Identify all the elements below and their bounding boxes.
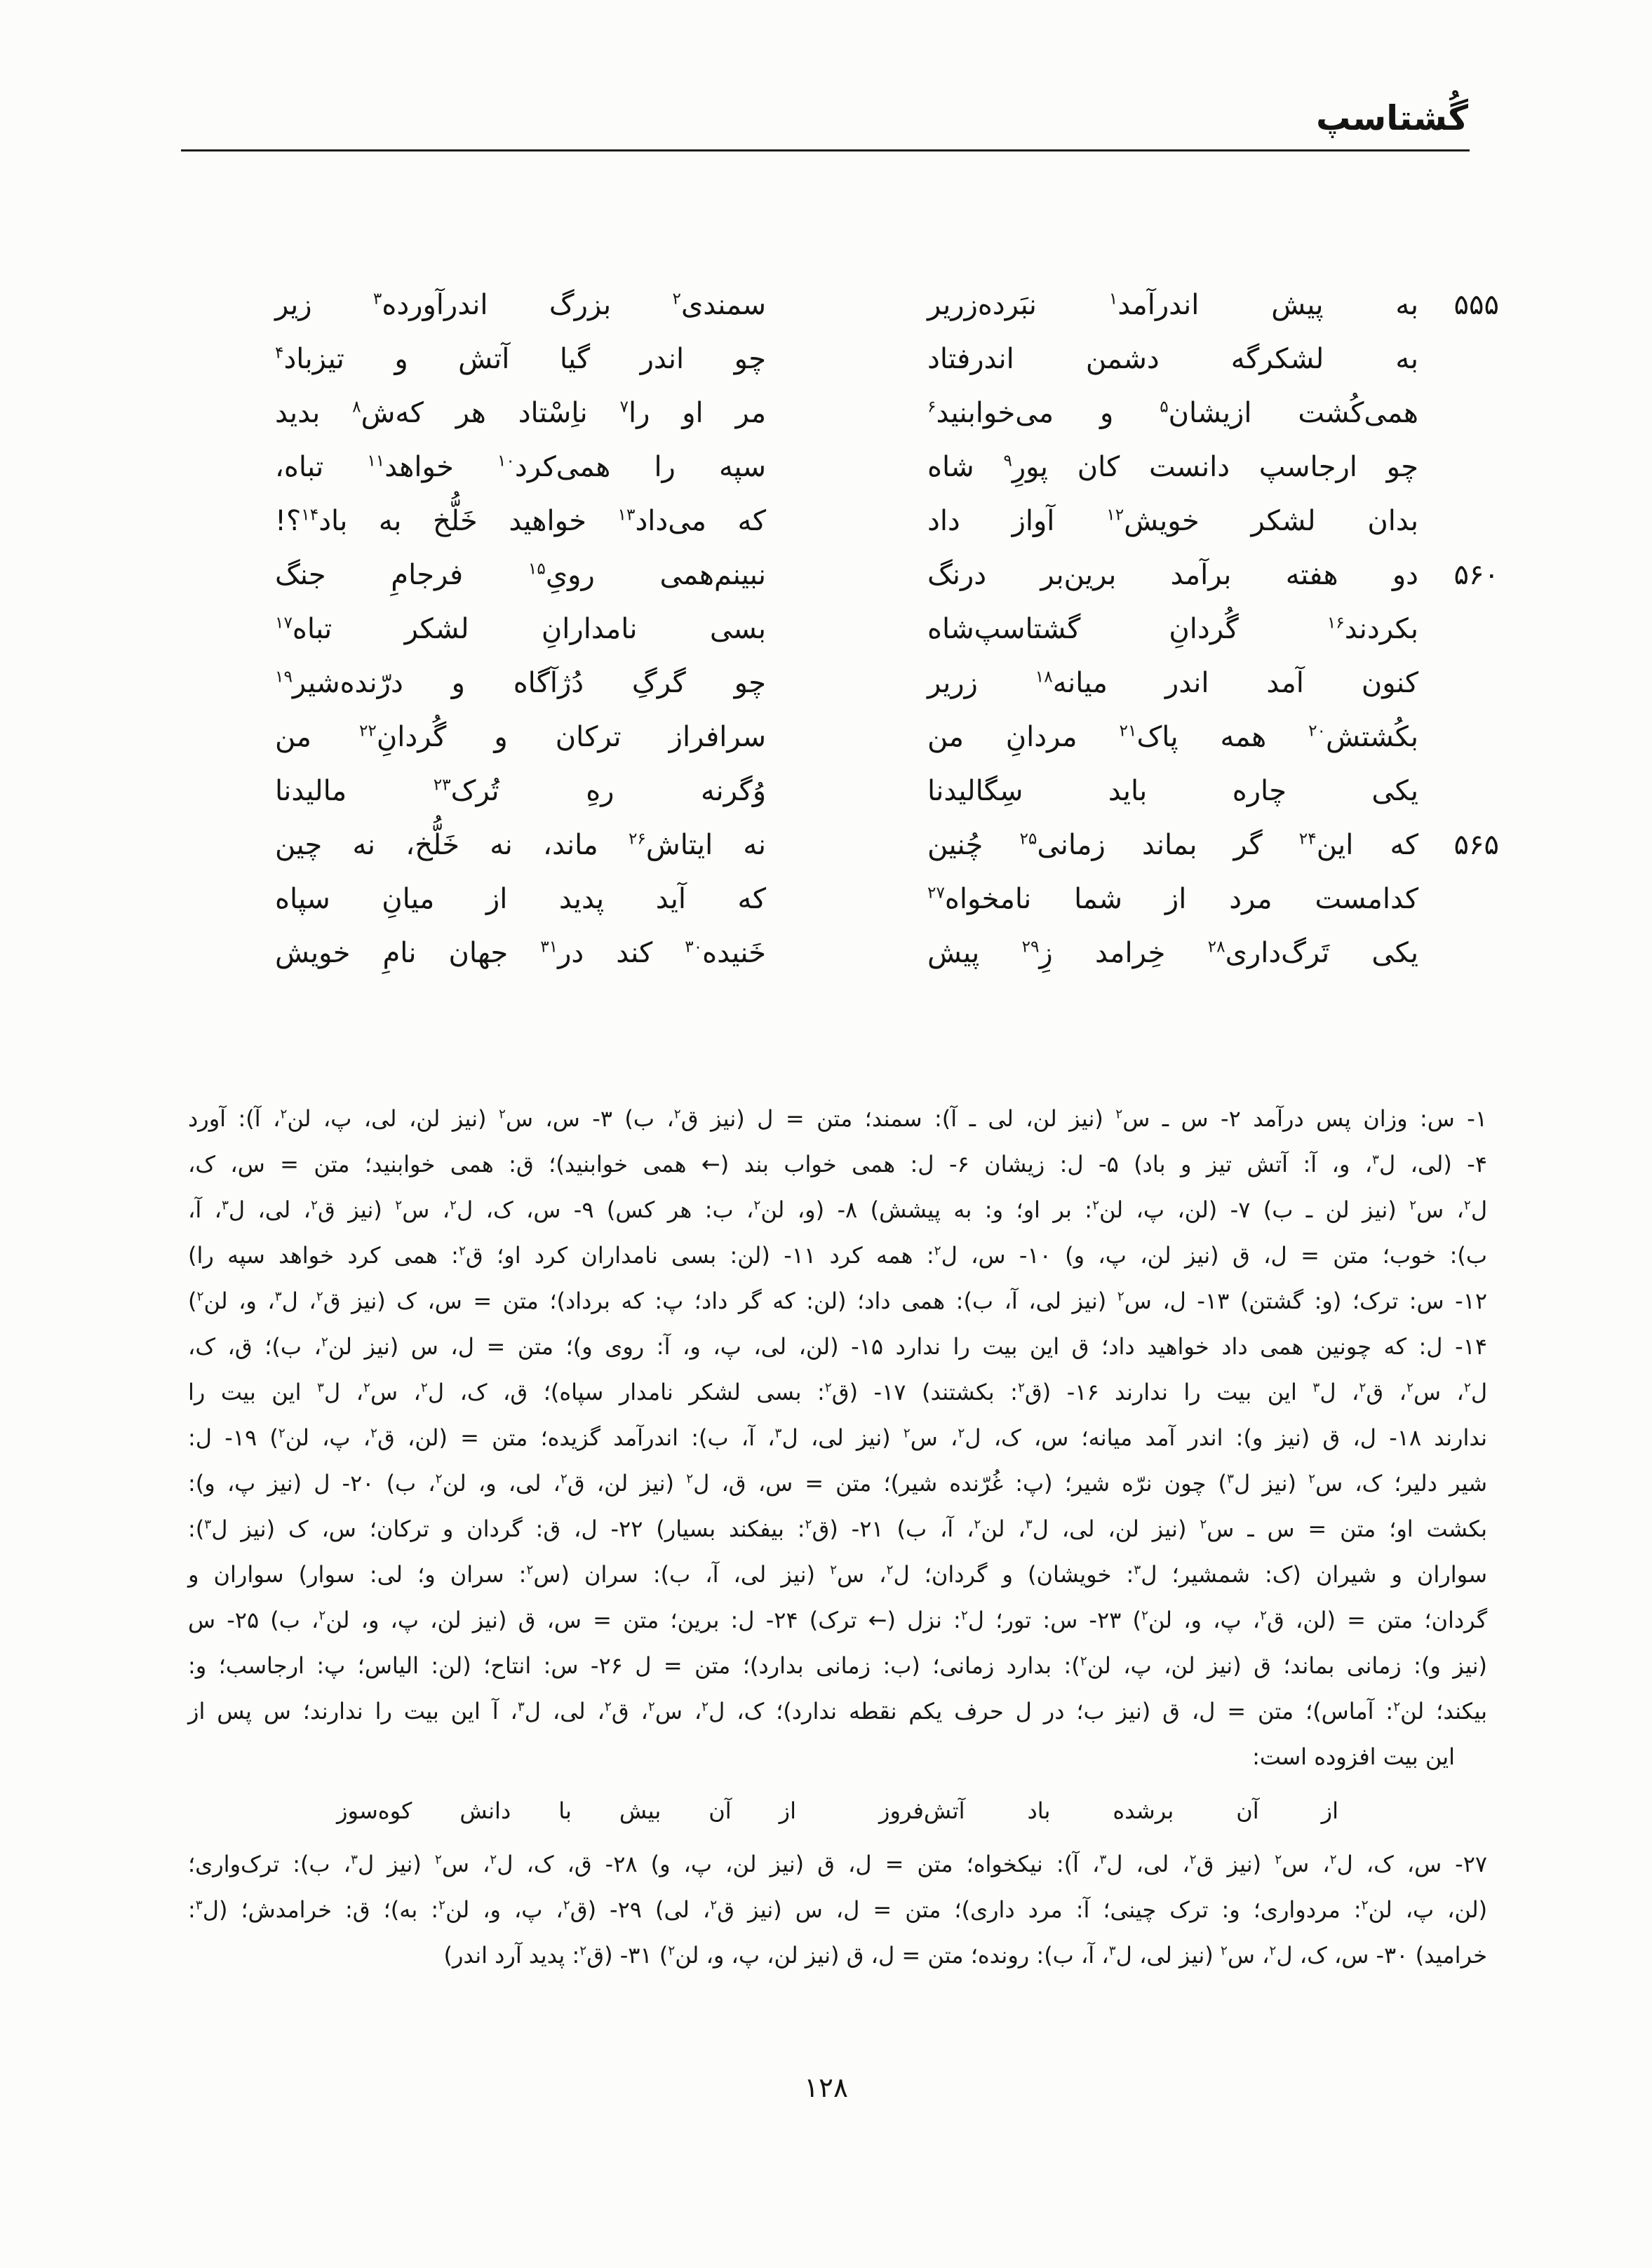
hemistich-right: بکُشتش$^{۲۰}$ همه پاک$^{۲۱}$ مردانِ من (927, 720, 1418, 753)
couplet (0, 656, 1499, 710)
footnote-line: (نیز و): زمانی بماند؛ ق (نیز لن، پ، لن$^۲$): بدارد زمانی؛ (ب: زمانی بدارد)؛ متن = ل ۲۶- س: انتاح؛ (لن: الیاس؛ پ: ارجاسب؛ و: (188, 1652, 1488, 1679)
footnote-line: ۴- (لی، ل$^۳$، و، آ: آتش تیز و باد) ۵- ل: زیشان ۶- ل: همی خواب بند (← همی خوابنید)؛ ق: همی خوابنید؛ متن = س، ک، (188, 1151, 1488, 1177)
couplet (0, 278, 1499, 332)
footnote-line: ل$^۲$، س$^۲$، ق$^۲$، ل$^۳$ این بیت را ندارند ۱۶- (ق$^۲$: بکشتند) ۱۷- (ق$^۲$: بسی لشکر نامدار سپاه)؛ ق، ک، ل$^۲$، س$^۲$، ل$^۳$ این بیت را (188, 1379, 1488, 1405)
hemistich-right: یکی چاره باید سِگالیدنا (927, 774, 1418, 807)
hemistich-left: وُگرنه رهِ تُرک$^{۲۳}$ مالیدنا (275, 774, 767, 807)
hemistich-left: که آید پدید از میانِ سپاه (275, 882, 766, 915)
footnote-line: سواران و شیران (ک: شمشیر؛ ل$^۳$: خویشان) و گردان؛ ل$^۲$، س$^۲$ (نیز لی، آ، ب): سران (س$^۲$: سران و؛ لی: سوار) سواران و (188, 1561, 1488, 1588)
hemistich-right: یکی تَرگ‌داری$^{۲۸}$ خِرامد زِ$^{۲۹}$ پیش (927, 936, 1418, 969)
couplet (0, 926, 1499, 980)
hemistich-left: بسی نامدارانِ لشکر تباه$^{۱۷}$ (275, 612, 766, 645)
hemistich-right: کنون آمد اندر میانه$^{۱۸}$ زریر (927, 666, 1418, 699)
hemistich-right: به پیش اندرآمد$^۱$ نبَرده‌زریر (927, 288, 1418, 321)
hemistich-right: بکردند$^{۱۶}$ گُردانِ گشتاسپ‌شاه (927, 612, 1418, 645)
footnote-line: (لن، پ، لن$^۲$: مردواری؛ و: ترک چینی؛ آ: مرد داری)؛ متن = ل، س (نیز ق$^۲$، لی) ۲۹- (ق$^۲$، پ، و، لن$^۲$: به)؛ ق: خرامدش؛ (ل$^۳$: (188, 1896, 1488, 1923)
footnote-line: ۱۲- س: ترک؛ (و: گشتن) ۱۳- ل، س$^۲$ (نیز لی، آ، ب): همی داد؛ (لن: که گر داد؛ پ: که برداد)؛ متن = س، ک (نیز ق$^۲$، ل$^۳$، و، لن$^۲$) (188, 1288, 1488, 1314)
couplet (0, 332, 1499, 386)
apparatus-added-verse (188, 1780, 1487, 1842)
footnote-line: بکشت او؛ متن = س ـ س$^۲$ (نیز لن، لی، ل$^۳$، لن$^۲$، آ، ب) ۲۱- (ق$^۲$: بیفکند بسیار) ۲۲- ل، ق: گردان و ترکان؛ س، ک (نیز ل$^۳$): (188, 1516, 1488, 1542)
couplet (0, 764, 1499, 818)
hemistich-left: سمندی$^۲$ بزرگ اندرآورده$^۳$ زیر (275, 288, 767, 321)
couplet (0, 872, 1499, 926)
poem (0, 278, 1499, 980)
couplet (0, 548, 1499, 602)
couplet (0, 602, 1499, 656)
footnote-line: خرامید) ۳۰- س، ک، ل$^۲$، س$^۲$ (نیز لی، ل$^۳$، آ، ب): رونده؛ متن = ل، ق (نیز لن، پ، و، لن$^۲$) ۳۱- (ق$^۲$: پدید آرد اندر) (443, 1942, 1487, 1969)
verse-number: ۵۵۵ (1453, 288, 1499, 321)
footnote-line: ۱۴- ل: که چونین همی داد خواهید داد؛ ق این بیت را ندارد ۱۵- (لن، لی، پ، و، آ: روی و)؛ متن = ل، س (نیز لن$^۲$، ب)؛ ق، ک، (188, 1333, 1488, 1360)
footnote-line: شیر دلیر؛ ک، س$^۲$ (نیز ل$^۳$) چون نرّه شیر؛ (پ: غُرّنده شیر)؛ متن = س، ق، ل$^۲$ (نیز لن، ق$^۲$، لی، و، لن$^۲$، ب) ۲۰- ل (نیز پ، و): (188, 1470, 1488, 1497)
hemistich-right: به لشکرگه دشمن اندرفتاد (927, 342, 1418, 375)
header-rule (181, 149, 1470, 151)
critical-apparatus (188, 1096, 1487, 1978)
couplet (0, 386, 1499, 440)
footnote-line: گردان؛ متن = (لن، ق$^۲$، پ، و، لن$^۲$) ۲۳- س: تور؛ ل$^۲$: نزل (← ترک) ۲۴- ل: برین؛ متن = س، ق (نیز لن، پ، و، لن$^۲$، ب) ۲۵- س (188, 1607, 1488, 1633)
apparatus-paragraph-2 (188, 1842, 1487, 1978)
couplet (0, 818, 1499, 872)
footnote-line: بیکند؛ لن$^۲$: آماس)؛ متن = ل، ق (نیز ب؛ در ل حرف یکم نقطه ندارد)؛ ک، ل$^۲$، س$^۲$، ق$^۲$، لی، ل$^۳$، آ این بیت را ندارند؛ س پس از (188, 1698, 1488, 1724)
hemistich-left: چو گرگِ دُژآگاه و درّنده‌شیر$^{۱۹}$ (275, 666, 766, 699)
added-verse-intro: این بیت افزوده است: (1252, 1743, 1455, 1770)
verse-number: ۵۶۰ (1453, 558, 1499, 591)
hemistich-left: نبینم‌همی رویِ$^{۱۵}$ فرجامِ جنگ (275, 558, 766, 591)
couplet (0, 440, 1499, 494)
hemistich-right: چو ارجاسپ دانست کان پورِ$^۹$ شاه (927, 450, 1419, 483)
hemistich-left: چو اندر گیا آتش و تیزباد$^۴$ (275, 342, 766, 375)
hemistich-right: همی‌کُشت ازیشان$^۵$ و می‌خوابنید$^۶$ (927, 396, 1418, 429)
footnote-line: ۱- س: وزان پس درآمد ۲- س ـ س$^۲$ (نیز لن، لی ـ آ): سمند؛ متن = ل (نیز ق$^۲$، ب) ۳- س، س$^۲$ (نیز لن، لی، پ، لن$^۲$، آ): آورد (188, 1105, 1488, 1132)
footnote-line: ب): خوب؛ متن = ل، ق (نیز لن، پ، و) ۱۰- س، ل$^۲$: همه کرد ۱۱- (لن: بسی نامداران کرد او؛ ق$^۲$: همی کرد خواهد سپه را) (188, 1242, 1488, 1269)
page-number: ۱۲۸ (804, 2072, 848, 2104)
hemistich-left: نه ایتاش$^{۲۶}$ ماند، نه خَلُّخ، نه چین (275, 828, 767, 861)
page-header (181, 0, 1470, 151)
hemistich-right: دو هفته برآمد برین‌بر درنگ (927, 558, 1418, 591)
footnote-line: ندارند ۱۸- ل، ق (نیز و): اندر آمد میانه؛ س، ک، ل$^۲$، س$^۲$ (نیز لی، ل$^۳$، آ، ب): اندرآمد گزیده؛ متن = (لن، ق$^۲$، پ، لن$^۲$) ۱۹- ل: (188, 1424, 1488, 1451)
footnote-line: ۲۷- س، ک، ل$^۲$، س$^۲$ (نیز ق$^۲$، لی، ل$^۳$، آ): نیکخواه؛ متن = ل، ق (نیز لن، پ، و) ۲۸- ق، ک، ل$^۲$، س$^۲$ (نیز ل$^۳$، ب): ترک‌واری؛ (188, 1851, 1488, 1877)
couplet (0, 494, 1499, 548)
page-title: گُشتاسپ (1316, 98, 1468, 138)
footnote-line: ل$^۲$، س$^۲$ (نیز لن ـ ب) ۷- (لن، پ، لن$^۲$: بر او؛ و: به پیشش) ۸- (و، لن$^۲$، ب: هر کس) ۹- س، ک، ل$^۲$، س$^۲$ (نیز ق$^۲$، لی، ل$^۳$، آ، (188, 1196, 1488, 1223)
verse-number: ۵۶۵ (1453, 828, 1499, 861)
couplet (0, 710, 1499, 764)
hemistich-left: که می‌داد$^{۱۳}$ خواهید خَلُّخ به باد$^{۱۴}$؟! (275, 504, 766, 537)
hemistich-left: سپه را همی‌کرد$^{۱۰}$ خواهد$^{۱۱}$ تباه، (275, 450, 766, 483)
hemistich-right: بدان لشکر خویش$^{۱۲}$ آواز داد (927, 504, 1418, 537)
apparatus-paragraph-1 (188, 1096, 1487, 1734)
hemistich-left: مر او را$^۷$ ناِسْتاد هر که‌ش$^۸$ بدید (275, 396, 766, 429)
hemistich-right: کدامست مرد از شما نامخواه$^{۲۷}$ (927, 882, 1418, 915)
hemistich-left: خَنیده$^{۳۰}$ کند در$^{۳۱}$ جهان نامِ خویش (275, 936, 766, 969)
added-verse-hemistich-right: از آن برشده باد آتش‌فروز (879, 1797, 1338, 1824)
hemistich-right: که این$^{۲۴}$ گر بماند زمانی$^{۲۵}$ چُنین (927, 828, 1419, 861)
hemistich-left: سرافراز ترکان و گُردانِ$^{۲۲}$ من (275, 720, 766, 753)
added-verse-hemistich-left: از آن بیش با دانش کوه‌سوز (337, 1797, 796, 1824)
